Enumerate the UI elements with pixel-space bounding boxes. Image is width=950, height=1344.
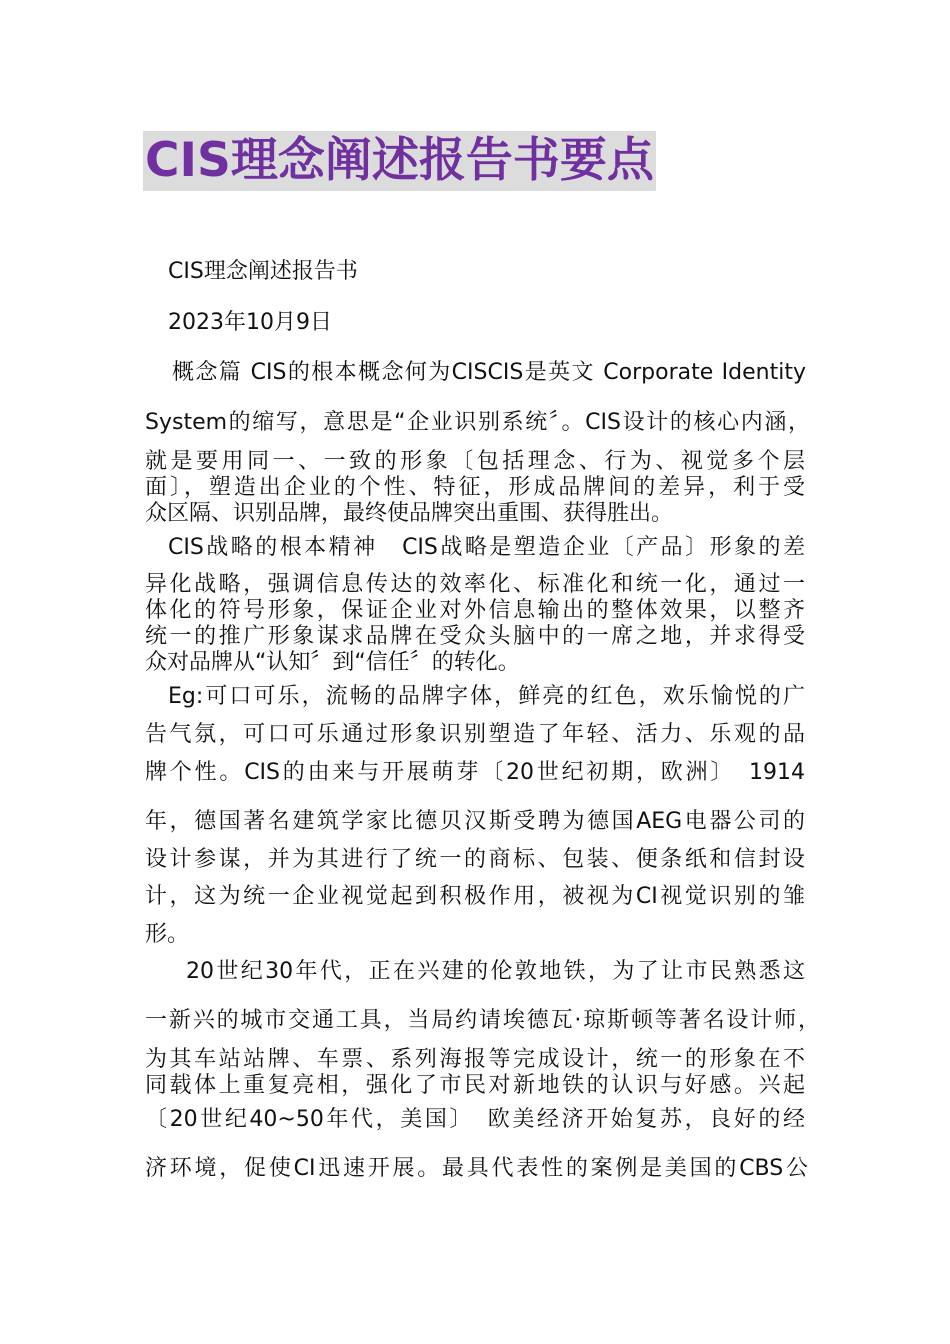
subtitle: CIS理念阐述报告书	[168, 259, 358, 284]
paragraph-line: 统一的推广形象谋求品牌在受众头脑中的一席之地，并求得受	[145, 624, 805, 649]
date: 2023年10月9日	[168, 310, 332, 335]
paragraph-line: 为其车站站牌、车票、系列海报等完成设计，统一的形象在不	[145, 1047, 805, 1072]
paragraph-line: 设计参谋，并为其进行了统一的商标、包装、便条纸和信封设	[145, 847, 805, 872]
paragraph-line: 众对品牌从“认知〞到“信任〞的转化。	[145, 650, 520, 675]
paragraph-line: 就是要用同一、一致的形象〔包括理念、行为、视觉多个层	[145, 449, 805, 474]
paragraph-line: 一新兴的城市交通工具，当局约请埃德瓦·琼斯顿等著名设计师，	[145, 1008, 820, 1033]
paragraph-line: 面〕，塑造出企业的个性、特征，形成品牌间的差异，利于受	[145, 475, 805, 500]
paragraph-line: 告气氛，可口可乐通过形象识别塑造了年轻、活力、乐观的品	[145, 722, 805, 747]
paragraph-line: 异化战略，强调信息传达的效率化、标准化和统一化，通过一	[145, 572, 805, 597]
paragraph-line: 济环境，促使CI迅速开展。最具代表性的案例是美国的CBS公	[145, 1156, 808, 1181]
paragraph-line: 概念篇 CIS的根本概念何为CISCIS是英文 Corporate Identity	[172, 360, 806, 385]
paragraph-line: System的缩写，意思是“企业识别系统〞。CIS设计的核心内涵，	[145, 410, 810, 435]
paragraph-line: 20世纪30年代，正在兴建的伦敦地铁，为了让市民熟悉这	[186, 959, 805, 984]
paragraph-line: 年，德国著名建筑学家比德贝汉斯受聘为德国AEG电器公司的	[145, 809, 805, 834]
paragraph-line: 众区隔、识别品牌，最终使品牌突出重围、获得胜出。	[145, 501, 674, 526]
paragraph-line: CIS战略的根本精神 CIS战略是塑造企业〔产品〕形象的差	[168, 535, 805, 560]
paragraph-line: 计，这为统一企业视觉起到积极作用，被视为CI视觉识别的雏	[145, 884, 805, 909]
paragraph-line: 牌个性。CIS的由来与开展萌芽〔20世纪初期，欧洲〕 1914	[145, 760, 805, 785]
paragraph-line: Eg:可口可乐，流畅的品牌字体，鲜亮的红色，欢乐愉悦的广	[168, 684, 805, 709]
paragraph-line: 体化的符号形象，保证企业对外信息输出的整体效果，以整齐	[145, 598, 805, 623]
document-title: CIS理念阐述报告书要点	[143, 131, 656, 191]
paragraph-line: 同载体上重复亮相，强化了市民对新地铁的认识与好感。兴起	[145, 1073, 805, 1098]
paragraph-line: 〔20世纪40~50年代，美国〕 欧美经济开始复苏，良好的经	[145, 1107, 805, 1132]
paragraph-line: 形。	[145, 922, 190, 947]
